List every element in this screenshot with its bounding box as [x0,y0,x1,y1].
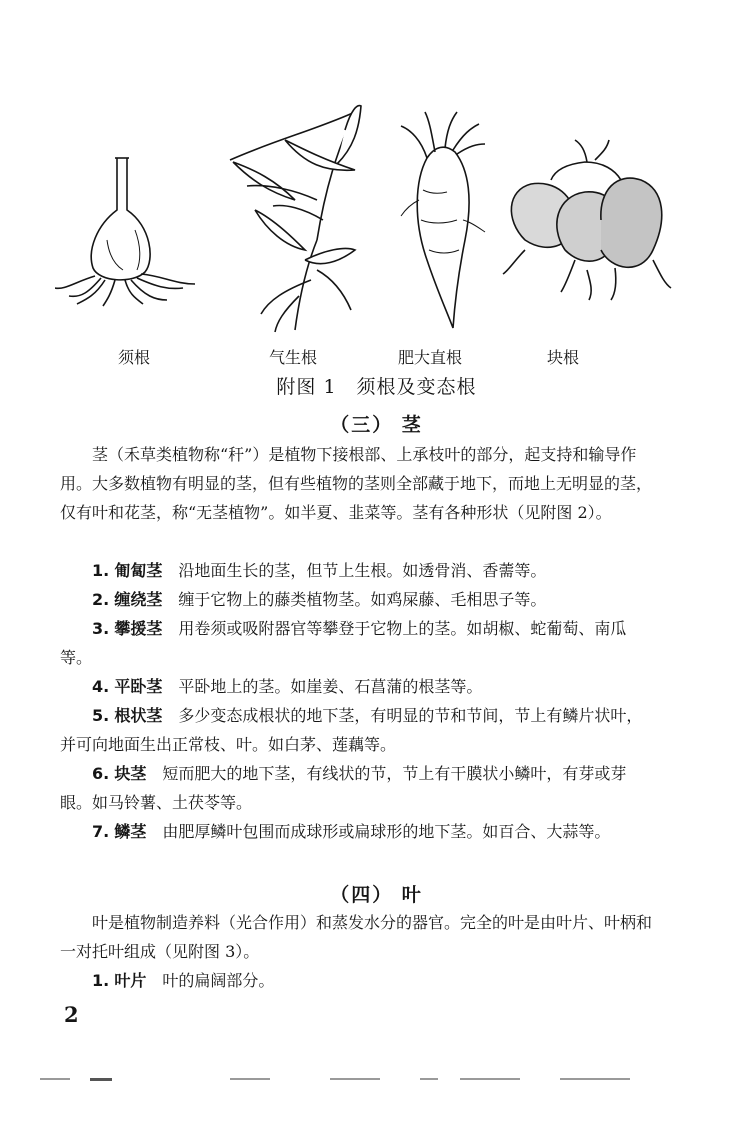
scan-speck [420,1078,438,1080]
aerial-root-drawing [230,106,361,332]
section-heading-leaf: （四） 叶 [330,884,423,906]
item-number: 1. [92,561,110,580]
item-term: 攀援茎 [114,619,163,638]
leaf-intro-paragraph: 叶是植物制造养料（光合作用）和蒸发水分的器官。完全的叶是由叶片、叶柄和一对托叶组成（见附图 3）。 [60,913,653,961]
stem-item-1 [60,556,653,585]
scan-speck [90,1078,112,1081]
stem-item-3 [60,614,653,672]
tuberous-root-drawing [503,140,671,300]
stem-item-4 [60,672,653,701]
root-illustrations [55,100,675,338]
item-text: 平卧地上的茎。如崖姜、石菖蒲的根茎等。 [178,677,483,696]
scan-speck [330,1078,380,1080]
item-term: 平卧茎 [114,677,163,696]
scan-speck [460,1078,520,1080]
item-number: 1. [92,971,110,990]
item-text: 由肥厚鳞叶包围而成球形或扁球形的地下茎。如百合、大蒜等。 [162,822,611,841]
stem-item-7 [60,817,653,846]
item-term: 根状茎 [114,706,163,725]
scan-speck [560,1078,630,1080]
caption-fibrous-root: 须根 [118,348,151,367]
stem-item-5 [60,701,653,759]
page-number: 2 [64,1002,79,1027]
stem-intro-paragraph: 茎（禾草类植物称“秆”）是植物下接根部、上承枝叶的部分，起支持和输导作用。大多数植物有明显的茎，但有些植物的茎则全部藏于地下，而地上无明显的茎，仅有叶和花茎，称“无茎植物”。如半夏、韭菜等。茎有各种形状（见附图 2）。 [60,445,653,522]
stem-item-6 [60,759,653,817]
item-term: 块茎 [114,764,147,783]
stem-item-2 [60,585,653,614]
item-number: 2. [92,590,110,609]
caption-aerial-root: 气生根 [269,348,318,367]
caption-taproot: 肥大直根 [398,348,463,367]
scan-speck [40,1078,70,1080]
item-text: 沿地面生长的茎，但节上生根。如透骨消、香薷等。 [178,561,547,580]
item-number: 3. [92,619,110,638]
item-text: 短而肥大的地下茎，有线状的节，节上有干膜状小鳞叶，有芽或芽眼。如马铃薯、土茯苓等。 [60,764,627,812]
item-term: 叶片 [114,971,147,990]
item-text: 叶的扁阔部分。 [162,971,275,990]
item-number: 5. [92,706,110,725]
item-text: 缠于它物上的藤类植物茎。如鸡屎藤、毛相思子等。 [178,590,547,609]
section-heading-stem: （三） 茎 [330,414,423,436]
item-text: 用卷须或吸附器官等攀登于它物上的茎。如胡椒、蛇葡萄、南瓜等。 [60,619,627,667]
taproot-drawing [401,112,485,328]
caption-tuberous-root: 块根 [547,348,580,367]
figure-title: 附图 1 须根及变态根 [276,376,477,398]
leaf-item-1 [60,966,653,995]
item-number: 7. [92,822,110,841]
item-text: 多少变态成根状的地下茎，有明显的节和节间，节上有鳞片状叶，并可向地面生出正常枝、叶。如白茅、莲藕等。 [60,706,643,754]
item-number: 6. [92,764,110,783]
item-term: 匍匐茎 [114,561,163,580]
item-term: 缠绕茎 [114,590,163,609]
scan-speck [230,1078,270,1080]
item-number: 4. [92,677,110,696]
item-term: 鳞茎 [114,822,147,841]
fibrous-root-drawing [55,158,195,306]
